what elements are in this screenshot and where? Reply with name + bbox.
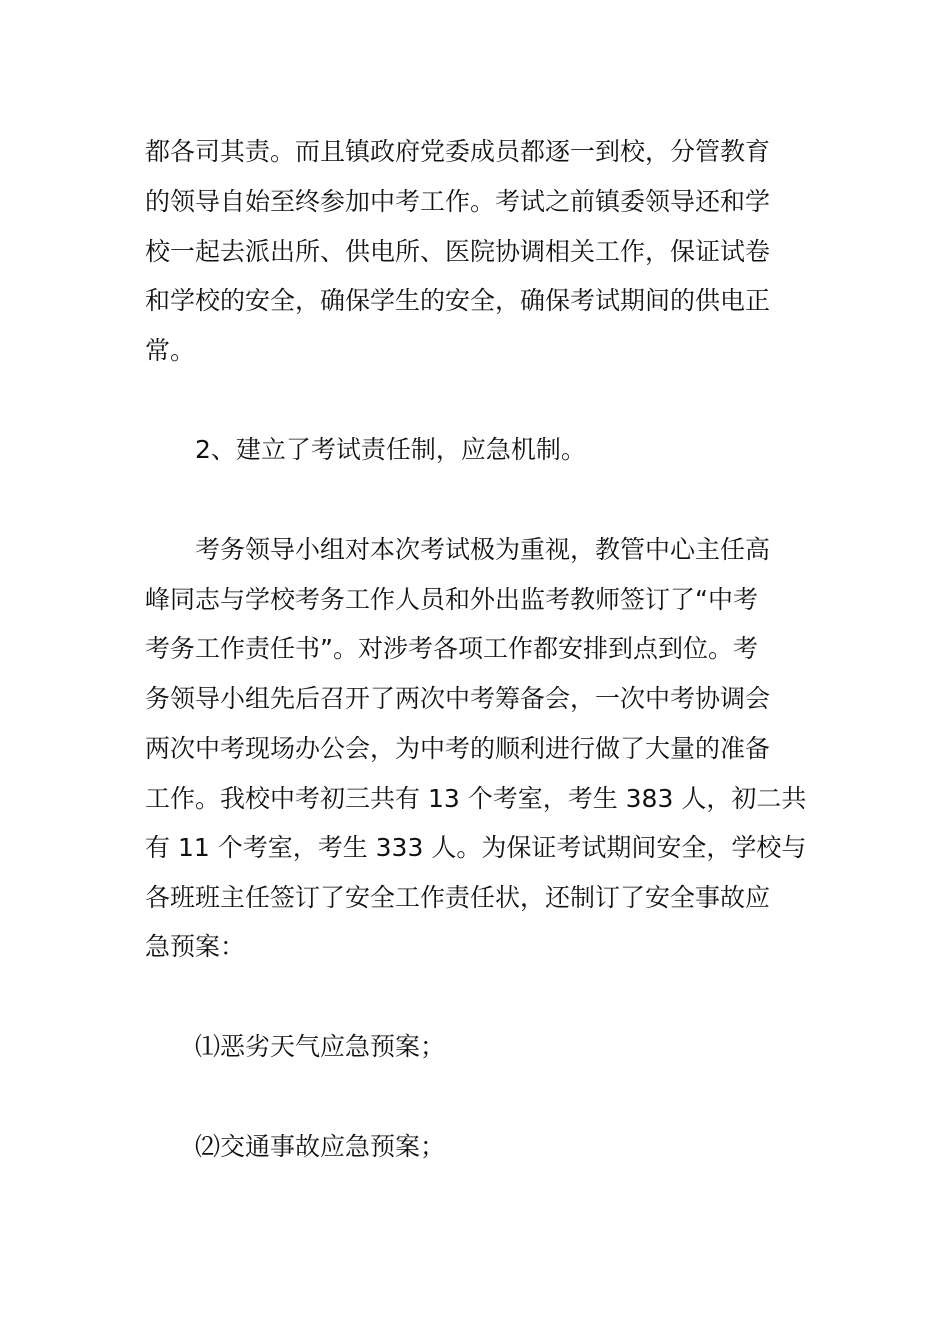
paragraph-line: 的领导自始至终参加中考工作。考试之前镇委领导还和学 bbox=[145, 187, 771, 216]
paragraph-line: 两次中考现场办公会，为中考的顺利进行做了大量的准备 bbox=[145, 734, 771, 763]
paragraph-line: 工作。我校中考初三共有 13 个考室，考生 383 人，初二共 bbox=[145, 784, 807, 813]
list-item: ⑵交通事故应急预案； bbox=[195, 1132, 446, 1161]
section-heading: 2、建立了考试责任制，应急机制。 bbox=[195, 435, 586, 464]
paragraph-line: 务领导小组先后召开了两次中考筹备会，一次中考协调会 bbox=[145, 684, 771, 713]
list-item: ⑴恶劣天气应急预案； bbox=[195, 1032, 446, 1061]
paragraph-line: 校一起去派出所、供电所、医院协调相关工作，保证试卷 bbox=[145, 237, 771, 266]
paragraph-line: 峰同志与学校考务工作人员和外出监考教师签订了“中考 bbox=[145, 585, 758, 614]
paragraph-line: 常。 bbox=[145, 336, 196, 365]
paragraph-line: 考务工作责任书”。对涉考各项工作都安排到点到位。考 bbox=[145, 634, 758, 663]
paragraph-line: 和学校的安全，确保学生的安全，确保考试期间的供电正 bbox=[145, 286, 771, 315]
paragraph-line: 都各司其责。而且镇政府党委成员都逐一到校，分管教育 bbox=[145, 137, 771, 166]
paragraph-line: 有 11 个考室，考生 333 人。为保证考试期间安全，学校与 bbox=[145, 833, 807, 862]
paragraph-line: 各班班主任签订了安全工作责任状，还制订了安全事故应 bbox=[145, 883, 771, 912]
paragraph-line: 考务领导小组对本次考试极为重视，教管中心主任高 bbox=[195, 535, 771, 564]
paragraph-line: 急预案： bbox=[145, 932, 246, 961]
